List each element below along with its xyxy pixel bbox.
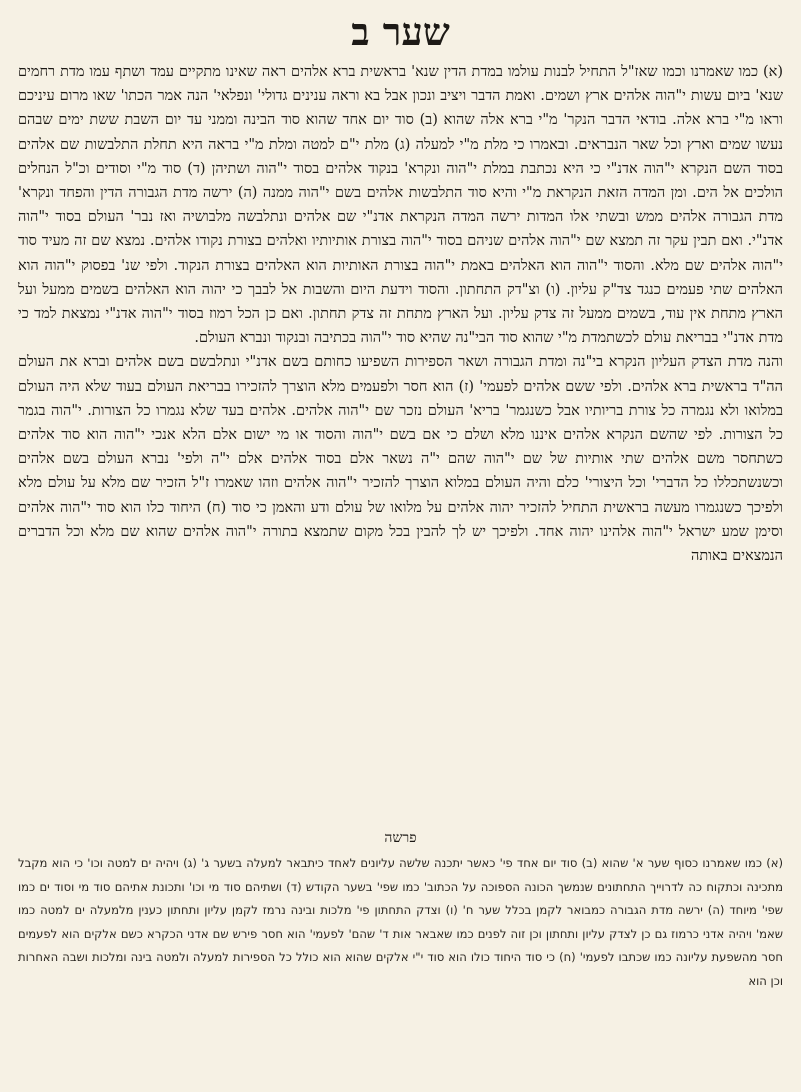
main-text-body xyxy=(18,60,783,568)
commentary-notes xyxy=(18,852,783,994)
main-paragraph-1: (א) כמו שאמרנו וכמו שאז"ל התחיל לבנות עולמו במדת הדין שנא' בראשית ברא אלהים ראה שאינו מתקיים עמד ושתף עמו מדת רחמים שנא' ביום עשות י"הוה אלהים ארץ ושמים. ואמת הדבר ויציב ונכון אבל בא וראה ענינים גדולי' ונפלאי' הנה אמר הכתו' שאו מרום עיניכם וראו מ"י ברא אלה. בודאי הדבר הנקר' מ"י ברא אלה שהוא (ב) סוד יום אחד שהוא סוד הבינה וממני עד יום השבת ששת ימים שבהם נעשו שמים וארץ וכל שאר הנבראים. ובאמרו כי מלת מ"י למעלה (ג) מלת י"ם למטה ומלת מ"י בראה היא תחלת התלבשות שם אלהים בסוד השם הנקרא י"הוה אדנ"י כי היא נכתבת במלת י"הוה ונקרא' בנקוד אלהים בסוד י"הוה ושתיהן (ד) סוד מ"י וסודים וכ"ל הנחלים הולכים אל הים. ומן המדה הזאת הנקראת מ"י והיא סוד התלבשות אלהים בשם י"הוה ממנה (ה) ירשה מדת הגבורה הדין והפחד ונקרא' מדת הגבורה אלהים ממש ובשתי אלו המדות ירשה המדה הנקראת אדנ"י שם אלהים ונתלבשה מלבושיה ואז נבר' העולם בסוד י"הוה אדנ"י. ואם תבין עקר זה תמצא שם י"הוה אלהים שניהם בסוד י"הוה בצורת אותיותיו ואלהים בצורת נקודו אלהים. נמצא שם זה מעיד סוד י"הוה אלהים שם מלא. והסוד י"הוה הוא האלהים באמת י"הוה בצורת האותיות הוא האלהים בצורת הנקוד. ולפי שנ' בפסוק י"הוה הוא האלהים שתי פעמים כנגד צד"ק עליון. (ו) וצ"דק התחתון. והסוד וידעת היום והשבות אל לבבך כי יהוה הוא האלהים בשמים ממעל ועל הארץ מתחת אין עוד, בשמים ממעל זה צדק עליון. ועל הארץ מתחת זה צדק תחתון. ואם כן הכל רמוז בסוד י"הוה אדנ"י נמצאת למד כי מדת אדנ"י בבריאת עולם לכשתמדת מ"י שהוא סוד הבי"נה שהיא סוד י"הוה בכתיבה ובנקוד ונברא העולם. xyxy=(18,64,783,347)
main-paragraph-2: והנה מדת הצדק העליון הנקרא בי"נה ומדת הגבורה ושאר הספירות השפיעו כחותם בשם אדנ"י ונתלבשם בשם אלהים וברא את העולם הה"ד בראשית ברא אלהים. ולפי ששם אלהים לפעמי' (ז) הוא חסר ולפעמים מלא הוצרך להזכירו בבריאת העולם בעוד שלא היה העולם במלואו ולא נגמרה כל צורת בריותיו אבל כשנגמר' בריא' העולם נזכר שם י"הוה אלהים. אלהים בעד שלא נגמרו כל הצורות. י"הוה בגמר כל הצורות. לפי שהשם הנקרא אלהים איננו מלא ושלם כי אם בשם י"הוה והסוד או מי ישום אלם הלא אנכי י"הוה הוא סוד אלהים כשתחסר משם אלהים שתי אותיות של שם י"הוה שהם י"ה נשאר אלם בסוד אלהים אלם י"ה ולפי' נברא העולם בשם אלהים וכשנשתכללו כל הדברי' וכל היצורי' כלם והיה העולם במלוא הוצרך להזכיר י"הוה אלהים וזהו שאמרו ז"ל הזכיר שם מלא על עולם מלא ולפיכך כשנגמרו מעשה בראשית התחיל להזכיר יהוה אלהים על מלואו של עולם ודע והאמן כי סוד (ח) היחוד כלו הוא סוד י"הוה אלהים וסימן שמע ישראל י"הוה אלהינו יהוה אחד. ולפיכך יש לך להבין בכל מקום שתמצא בתורה י"הוה אלהים שהוא שם מלא וכל הדברים הנמצאים באותה xyxy=(18,354,783,565)
commentary-paragraph-1: (א) כמו שאמרנו כסוף שער א' שהוא (ב) סוד יום אחד פי' כאשר יתכנה שלשה עליונים לאחד כיתבאר למעלה בשער ג' (ג) ויהיה ים למטה וכו' כי הוא מקבל מתכינה וכתקוח כה לדרוייך התחתונים שנמשך הכונה הספוכה על הכתוב' כמו שפי' בשער הקודש (ד) ושתיהם סוד מי וכו' ותכונת אתיהם סוד מי וסוד ים כמו שפי' מיוחד (ה) ירשה מדת הגבורה כמבואר לקמן בכלל שער ח' (ו) וצדק התחתון פי' מלכות ובינה נרמז לקמן עליון ותחתון כענין מלמעלה ים למטה כמו שאמ' ויהיה אדני כרמוז גם כן לצדק עליון ותחתון וכן זוה לפנים כמו שאבאר אות ד' שהם' לפעמי' הוא חסר פירש שם אדני הכקרא כשם אלקים הוא לפעמים חסר מהשפעת עליונה כמו שכתבו לפעמי' (ח) כי סוד היחוד כולו הוא סוד י"י אלקים שהוא הוא כולל כל הספירות למעלה ולמטה בינה ומלכות ושבה האחרות וכן הוא xyxy=(18,856,783,988)
page-title: שער ב xyxy=(351,9,450,54)
commentary-heading: פרשה xyxy=(384,830,417,846)
